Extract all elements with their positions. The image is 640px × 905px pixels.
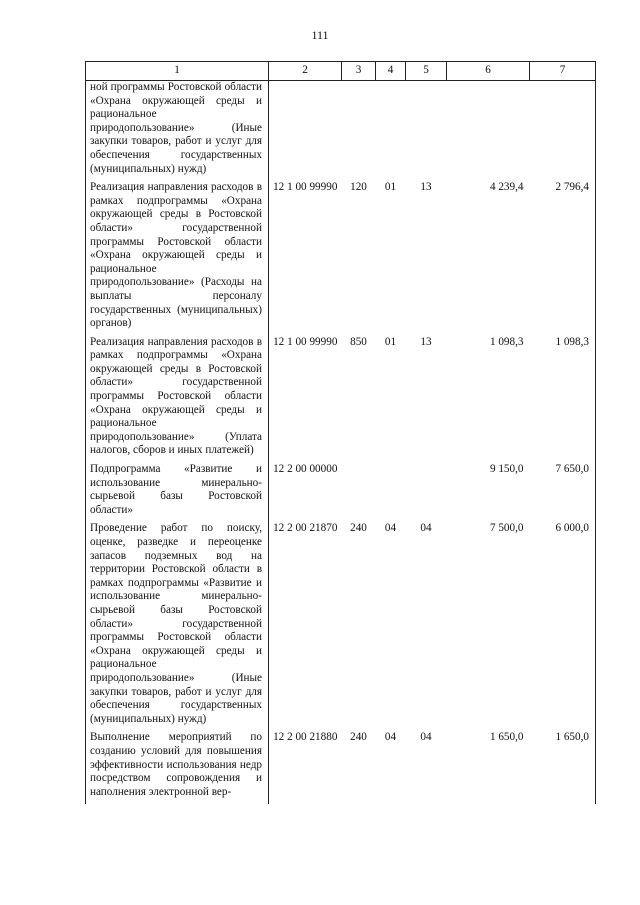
row-expense-type: 240 bbox=[350, 731, 367, 744]
row-amount-2 bbox=[530, 81, 596, 182]
row-subsection: 13 bbox=[420, 335, 432, 348]
row-subsection: 13 bbox=[420, 181, 432, 194]
table-row bbox=[86, 81, 596, 182]
table-row bbox=[86, 522, 596, 731]
header-col-2: 2 bbox=[269, 62, 342, 81]
row-description: Реализация направления расходов в рамках подпрограммы «Охрана окружающей среды в Ростовской области» государственной программы Ростовской области «Охрана окружающей среды и рациональное природопользование» (Уплата налогов, сборов и иных платежей) bbox=[86, 336, 269, 463]
row-amount-2: 1 650,0 bbox=[530, 731, 596, 804]
row-subsection bbox=[406, 463, 447, 522]
budget-table bbox=[85, 61, 596, 804]
row-section: 01 bbox=[384, 335, 397, 348]
row-target-code: 12 2 00 00000 bbox=[273, 463, 338, 476]
row-section: 01 bbox=[384, 181, 397, 194]
row-section bbox=[376, 463, 406, 522]
header-col-6: 6 bbox=[447, 62, 530, 81]
row-description: Реализация направления расходов в рамках подпрограммы «Охрана окружающей среды в Ростовской области» государственной программы Ростовской области «Охрана окружающей среды и рациональное природопользование» (Расходы на выплаты персоналу государственных (муниципальных) органов) bbox=[86, 181, 269, 336]
table-row bbox=[86, 181, 596, 336]
row-amount-1: 1 098,3 bbox=[489, 335, 524, 348]
row-amount-1 bbox=[447, 81, 530, 182]
table-row bbox=[86, 336, 596, 463]
row-amount-1: 4 239,4 bbox=[489, 181, 524, 194]
row-amount-2: 6 000,0 bbox=[530, 522, 596, 731]
header-col-7: 7 bbox=[530, 62, 596, 81]
row-description: Выполнение мероприятий по созданию условий для повышения эффективности использования недр посредством сопровождения и наполнения электронной вер- bbox=[86, 731, 269, 804]
row-expense-type: 240 bbox=[350, 522, 367, 535]
row-subsection: 04 bbox=[420, 522, 432, 535]
row-section bbox=[376, 81, 406, 182]
row-section: 04 bbox=[384, 522, 397, 535]
header-col-5: 5 bbox=[406, 62, 447, 81]
row-expense-type bbox=[342, 81, 376, 182]
table-row bbox=[86, 463, 596, 522]
row-subsection: 04 bbox=[420, 731, 432, 744]
row-amount-1: 9 150,0 bbox=[489, 463, 524, 476]
header-col-1: 1 bbox=[86, 62, 269, 81]
header-col-4: 4 bbox=[376, 62, 406, 81]
row-expense-type: 120 bbox=[350, 181, 367, 194]
table-row bbox=[86, 731, 596, 804]
row-expense-type bbox=[342, 463, 376, 522]
row-target-code: 12 1 00 99990 bbox=[273, 181, 338, 194]
table-header-row bbox=[86, 62, 596, 81]
row-amount-1: 1 650,0 bbox=[489, 731, 524, 744]
row-target-code bbox=[269, 81, 342, 182]
row-amount-2: 1 098,3 bbox=[530, 336, 596, 463]
row-section: 04 bbox=[384, 731, 397, 744]
row-subsection bbox=[406, 81, 447, 182]
row-description: Подпрограмма «Развитие и использование минерально-сырьевой базы Ростовской области» bbox=[86, 463, 269, 522]
row-amount-2: 2 796,4 bbox=[530, 181, 596, 336]
row-expense-type: 850 bbox=[350, 335, 367, 348]
header-col-3: 3 bbox=[342, 62, 376, 81]
page-number: 111 bbox=[311, 28, 329, 42]
row-amount-2: 7 650,0 bbox=[530, 463, 596, 522]
row-description: ной программы Ростовской области «Охрана окружающей среды и рациональное природопользование» (Иные закупки товаров, работ и услуг для обеспечения государственных (муниципальных) нужд) bbox=[86, 81, 269, 182]
row-target-code: 12 1 00 99990 bbox=[273, 335, 338, 348]
row-description: Проведение работ по поиску, оценке, разведке и переоценке запасов подземных вод на территории Ростовской области в рамках подпрограммы «Развитие и использование минерально-сырьевой базы Ростовской области» государственной программы Ростовской области «Охрана окружающей среды и рациональное природопользование» (Иные закупки товаров, работ и услуг для обеспечения государственных (муниципальных) нужд) bbox=[86, 522, 269, 731]
row-target-code: 12 2 00 21880 bbox=[273, 731, 338, 744]
row-amount-1: 7 500,0 bbox=[489, 522, 524, 535]
row-target-code: 12 2 00 21870 bbox=[273, 522, 338, 535]
